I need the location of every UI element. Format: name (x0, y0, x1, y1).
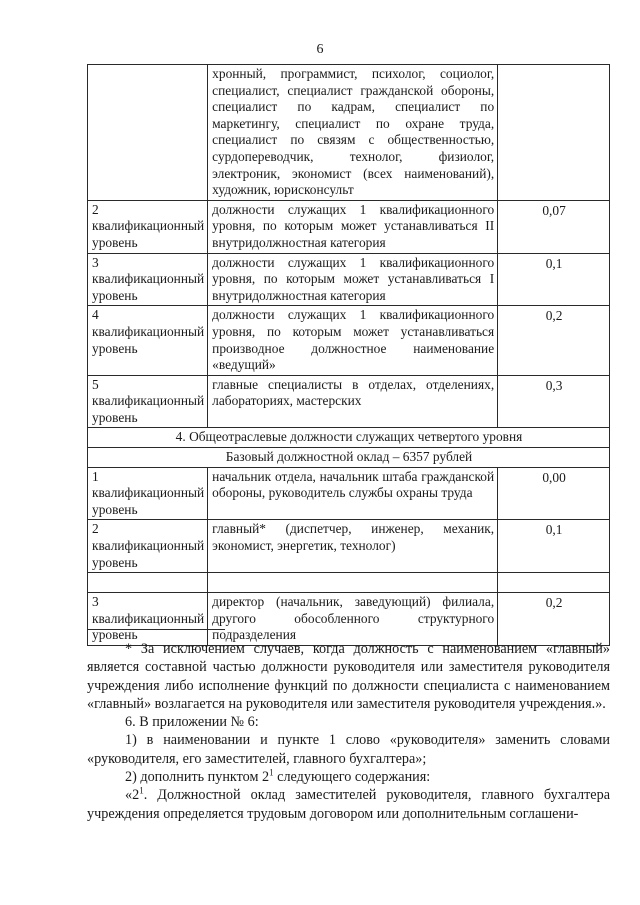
table-cell-level (88, 65, 208, 201)
table-cell-level: 3 квалификационный уровень (88, 593, 208, 646)
table-row (88, 253, 610, 306)
page-number: 6 (316, 42, 324, 57)
table-cell-level: 1 квалификационный уровень (88, 467, 208, 520)
table-cell-coef (498, 65, 610, 201)
coefficient-value: 0,3 (545, 377, 563, 393)
table-cell-coef (498, 375, 610, 428)
table-cell-desc: главный* (диспетчер, инженер, механик, экономист, энергетик, технолог) (208, 520, 498, 573)
section-row (88, 428, 610, 448)
table-row (88, 200, 610, 253)
text-run: «2 (125, 787, 140, 804)
table-row (88, 65, 610, 201)
coefficient-value: 0,2 (545, 595, 563, 611)
coefficient-value: 0,2 (545, 308, 563, 324)
table-row (88, 520, 610, 573)
text-run: . Должностной оклад заместителей руководителя, главного бухгалтера учреждения определяется трудовым договором или дополнительным соглашени- (87, 787, 610, 822)
table-cell-coef (498, 467, 610, 520)
coefficient-value: 0,1 (545, 255, 563, 271)
footnote: * За исключением случаев, когда должность с наименованием «главный» является составной частью должности руководителя или заместителя руководителя учреждения либо исполнение функций по должности специалиста с наименованием «главный» возлагается на руководителя или заместителя руководителя учреждения.». (87, 641, 610, 712)
base-salary: Базовый должностной оклад – 6357 рублей (88, 448, 610, 468)
table-row (88, 467, 610, 520)
table-cell-coef (498, 573, 610, 593)
table-row (88, 306, 610, 375)
table-cell-coef (498, 200, 610, 253)
table-cell-desc: директор (начальник, заведующий) филиала, другого обособленного структурного подразделения (208, 593, 498, 646)
table-cell-level (88, 573, 208, 593)
table-cell-level: 2 квалификационный уровень (88, 200, 208, 253)
table-cell-desc: хронный, программист, психолог, социолог, специалист, специалист гражданской обороны, специалист по кадрам, специалист по маркетингу, специалист по охране труда, специалист по связям с общественностью, сурдопереводчик, технолог, физиолог, электроник, экономист (всех наименований), художник, юрисконсульт (208, 65, 498, 201)
table-cell-desc: главные специалисты в отделах, отделениях, лабораториях, мастерских (208, 375, 498, 428)
table-cell-coef (498, 306, 610, 375)
paragraph: 6. В приложении № 6: (125, 714, 259, 731)
paragraph: 1) в наименовании и пункте 1 слово «руководителя» заменить словами «руководителя, его заместителей, главного бухгалтера»; (87, 732, 610, 767)
superscript: 1 (269, 767, 274, 778)
superscript: 1 (139, 785, 144, 796)
text-run: следующего содержания: (273, 769, 431, 786)
paragraph (87, 786, 610, 823)
table-cell-level: 3 квалификационный уровень (88, 253, 208, 306)
body-text (87, 640, 610, 823)
table-cell-level: 5 квалификационный уровень (88, 375, 208, 428)
table-cell-level: 4 квалификационный уровень (88, 306, 208, 375)
paragraph (87, 768, 610, 786)
table-cell-desc (208, 573, 498, 593)
table-row (88, 593, 610, 646)
table-cell-desc: начальник отдела, начальник штаба гражданской обороны, руководитель службы охраны труда (208, 467, 498, 520)
base-salary-row (88, 448, 610, 468)
table-cell-coef (498, 253, 610, 306)
qualification-table (87, 64, 610, 646)
table-cell-desc: должности служащих 1 квалификационного уровня, по которым может устанавливаться I внутридолжностная категория (208, 253, 498, 306)
text-run: 2) дополнить пунктом 2 (125, 769, 270, 786)
coefficient-value: 0,07 (542, 202, 566, 218)
footnote-separator (87, 629, 225, 630)
table-row (88, 375, 610, 428)
table-cell-coef (498, 520, 610, 573)
coefficient-value: 0,00 (542, 469, 566, 485)
table-cell-desc: должности служащих 1 квалификационного уровня, по которым может устанавливаться производное должностное наименование «ведущий» (208, 306, 498, 375)
table-cell-level: 2 квалификационный уровень (88, 520, 208, 573)
section-title: 4. Общеотраслевые должности служащих четвертого уровня (88, 428, 610, 448)
coefficient-value: 0,1 (545, 522, 563, 538)
table-cell-desc: должности служащих 1 квалификационного уровня, по которым может устанавливаться II внутридолжностная категория (208, 200, 498, 253)
table-row (88, 573, 610, 593)
table-cell-coef (498, 593, 610, 646)
